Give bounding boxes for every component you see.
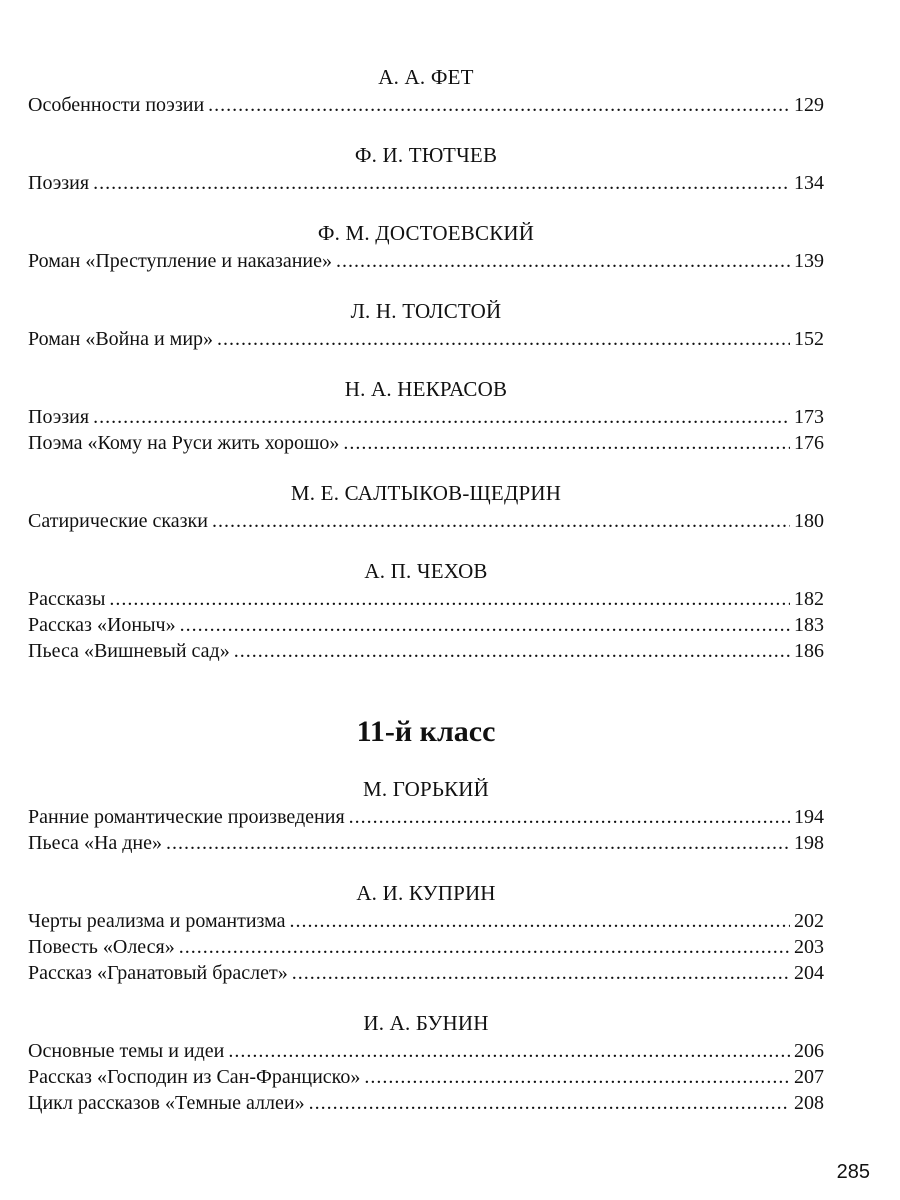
dot-leader bbox=[290, 908, 790, 934]
section-author: М. Е. САЛТЫКОВ-ЩЕДРИН bbox=[290, 481, 562, 505]
entry-title: Повесть «Олеся» bbox=[28, 936, 175, 958]
entry-page-number: 208 bbox=[794, 1092, 824, 1114]
page-number: 285 bbox=[836, 1161, 870, 1183]
toc-section bbox=[28, 478, 824, 534]
entry-title: Основные темы и идеи bbox=[28, 1040, 225, 1062]
toc-entry[interactable] bbox=[28, 170, 824, 196]
entry-title: Черты реализма и романтизма bbox=[28, 910, 286, 932]
section-author: М. ГОРЬКИЙ bbox=[362, 777, 490, 801]
toc-section bbox=[28, 374, 824, 456]
section-author: Л. Н. ТОЛСТОЙ bbox=[350, 299, 502, 323]
section-author: А. И. КУПРИН bbox=[356, 881, 496, 905]
section-author: Ф. И. ТЮТЧЕВ bbox=[354, 143, 498, 167]
toc-entry[interactable] bbox=[28, 612, 824, 638]
entry-page-number: 207 bbox=[794, 1066, 824, 1088]
entry-title: Рассказы bbox=[28, 588, 106, 610]
dot-leader bbox=[309, 1090, 790, 1116]
entry-title: Цикл рассказов «Темные аллеи» bbox=[28, 1092, 305, 1114]
entry-title: Рассказ «Ионыч» bbox=[28, 614, 176, 636]
entry-title: Роман «Война и мир» bbox=[28, 328, 214, 350]
class-heading: 11-й класс bbox=[356, 715, 496, 748]
entry-page-number: 204 bbox=[794, 962, 824, 984]
section-author: Н. А. НЕКРАСОВ bbox=[344, 377, 508, 401]
toc-section bbox=[28, 1008, 824, 1116]
toc-entry[interactable] bbox=[28, 804, 824, 830]
dot-leader bbox=[228, 1038, 790, 1064]
entry-title: Сатирические сказки bbox=[28, 510, 208, 532]
dot-leader bbox=[180, 612, 790, 638]
entry-title: Особенности поэзии bbox=[28, 94, 205, 116]
entry-page-number: 203 bbox=[794, 936, 824, 958]
entry-page-number: 186 bbox=[794, 640, 824, 662]
entry-page-number: 134 bbox=[794, 172, 824, 194]
table-of-contents bbox=[28, 62, 824, 1116]
toc-entry[interactable] bbox=[28, 508, 824, 534]
toc-section bbox=[28, 218, 824, 274]
entry-page-number: 180 bbox=[794, 510, 824, 532]
dot-leader bbox=[217, 326, 790, 352]
dot-leader bbox=[343, 430, 790, 456]
toc-group-11th-grade bbox=[28, 774, 824, 1116]
entry-title: Поэзия bbox=[28, 172, 90, 194]
toc-entry[interactable] bbox=[28, 1064, 824, 1090]
dot-leader bbox=[234, 638, 790, 664]
dot-leader bbox=[109, 586, 790, 612]
toc-entry[interactable] bbox=[28, 934, 824, 960]
entry-title: Рассказ «Гранатовый браслет» bbox=[28, 962, 288, 984]
dot-leader bbox=[212, 508, 790, 534]
entry-page-number: 173 bbox=[794, 406, 824, 428]
entry-page-number: 182 bbox=[794, 588, 824, 610]
entry-page-number: 152 bbox=[794, 328, 824, 350]
toc-section bbox=[28, 140, 824, 196]
entry-title: Пьеса «На дне» bbox=[28, 832, 163, 854]
toc-section bbox=[28, 296, 824, 352]
toc-section bbox=[28, 556, 824, 664]
dot-leader bbox=[336, 248, 790, 274]
toc-section bbox=[28, 878, 824, 986]
dot-leader bbox=[93, 170, 790, 196]
entry-title: Рассказ «Господин из Сан-Франциско» bbox=[28, 1066, 361, 1088]
entry-title: Поэзия bbox=[28, 406, 90, 428]
dot-leader bbox=[166, 830, 790, 856]
toc-entry[interactable] bbox=[28, 830, 824, 856]
entry-title: Поэма «Кому на Руси жить хорошо» bbox=[28, 432, 340, 454]
dot-leader bbox=[179, 934, 790, 960]
section-author: А. П. ЧЕХОВ bbox=[364, 559, 488, 583]
toc-entry[interactable] bbox=[28, 248, 824, 274]
section-author: А. А. ФЕТ bbox=[378, 65, 474, 89]
toc-entry[interactable] bbox=[28, 960, 824, 986]
entry-title: Роман «Преступление и наказание» bbox=[28, 250, 332, 272]
toc-group-10th-grade bbox=[28, 62, 824, 664]
section-author: И. А. БУНИН bbox=[363, 1011, 489, 1035]
entry-page-number: 194 bbox=[794, 806, 824, 828]
entry-page-number: 183 bbox=[794, 614, 824, 636]
section-author: Ф. М. ДОСТОЕВСКИЙ bbox=[317, 221, 535, 245]
toc-entry[interactable] bbox=[28, 1038, 824, 1064]
dot-leader bbox=[364, 1064, 790, 1090]
toc-entry[interactable] bbox=[28, 908, 824, 934]
toc-entry[interactable] bbox=[28, 326, 824, 352]
toc-entry[interactable] bbox=[28, 1090, 824, 1116]
entry-page-number: 202 bbox=[794, 910, 824, 932]
entry-title: Пьеса «Вишневый сад» bbox=[28, 640, 230, 662]
toc-section bbox=[28, 62, 824, 118]
entry-page-number: 206 bbox=[794, 1040, 824, 1062]
entry-page-number: 198 bbox=[794, 832, 824, 854]
entry-title: Ранние романтические произведения bbox=[28, 806, 345, 828]
toc-entry[interactable] bbox=[28, 430, 824, 456]
dot-leader bbox=[349, 804, 790, 830]
dot-leader bbox=[292, 960, 790, 986]
entry-page-number: 139 bbox=[794, 250, 824, 272]
entry-page-number: 176 bbox=[794, 432, 824, 454]
toc-entry[interactable] bbox=[28, 404, 824, 430]
dot-leader bbox=[208, 92, 790, 118]
toc-entry[interactable] bbox=[28, 638, 824, 664]
dot-leader bbox=[93, 404, 790, 430]
toc-section bbox=[28, 774, 824, 856]
toc-entry[interactable] bbox=[28, 586, 824, 612]
entry-page-number: 129 bbox=[794, 94, 824, 116]
toc-entry[interactable] bbox=[28, 92, 824, 118]
